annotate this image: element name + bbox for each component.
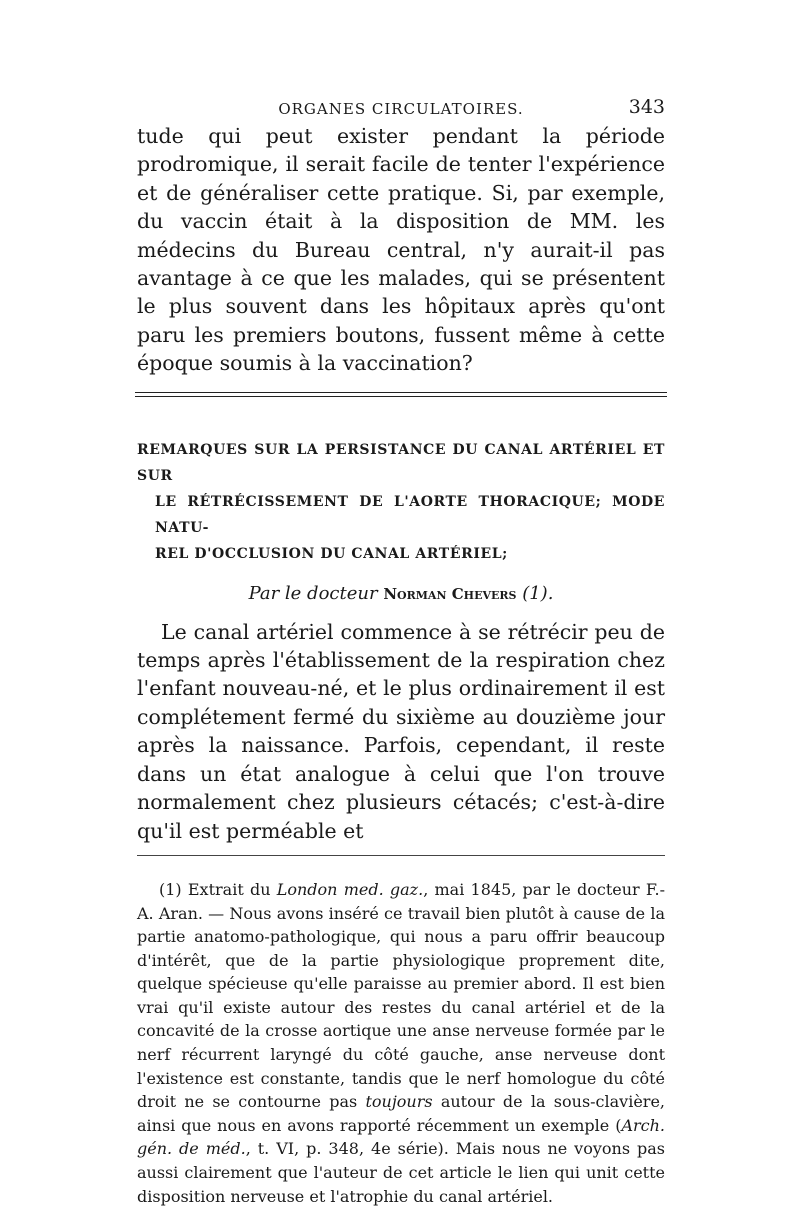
byline [137,583,665,604]
running-title: ORGANES CIRCULATOIRES. [278,100,524,118]
footnote-emphasis: toujours [365,1092,433,1112]
footnote-journal: London med. gaz. [276,879,424,899]
book-page [137,92,665,1224]
article-title-line-3: REL D'OCCLUSION DU CANAL ARTÉRIEL; [155,545,508,562]
article-title [137,437,665,567]
footnote-part-5: autour de la sous-clavière, ainsi que nous en avons rapporté récemment un exemple ( [137,1092,666,1135]
running-head [137,92,665,122]
byline-footnote-ref: (1). [522,582,554,604]
article-title-line-2: LE RÉTRÉCISSEMENT DE L'AORTE THORACIQUE; MODE NATU- [155,493,665,536]
footnote-part-7: , t. VI, p. 348, 4e série). Mais nous ne voyons pas aussi clairement que l'auteur de cet article le lien qui unit cette disposition nerveuse et l'atrophie du canal artériel. [137,1139,665,1206]
byline-author: Norman Chevers [383,584,517,603]
footnote [137,878,665,1208]
byline-prefix: Par le docteur [248,582,378,604]
footnote-rule [137,855,665,856]
article-title-line-1: REMARQUES SUR LA PERSISTANCE DU CANAL ARTÉRIEL ET SUR [137,441,665,484]
main-paragraph: Le canal artériel commence à se rétrécir peu de temps après l'établissement de la respiration chez l'enfant nouveau-né, et le plus ordinairement il est complétement fermé du sixième au douzième jour après la naissance. Parfois, cependant, il reste dans un état analogue à celui que l'on trouve normalement chez plusieurs cétacés; c'est-à-dire qu'il est perméable et [137,619,665,843]
page-number: 343 [628,96,665,118]
section-divider [135,392,667,397]
footnote-part-3: , mai 1845, par le docteur F.-A. Aran. — Nous avons inséré ce travail bien plutôt à cause de la partie anatomo-pathologique, qui nous a paru offrir beaucoup d'intérêt, que de la partie physiologique proprement dite, quelque spécieuse qu'elle paraisse au premier abord. Il est bien vrai qu'il existe autour des restes du canal artériel et de la concavité de la crosse aortique une anse nerveuse formée par le nerf récurrent laryngé du côté gauche, anse nerveuse dont l'existence est constante, tandis que le nerf homologue du côté droit ne se contourne pas [137,879,666,1112]
footnote-part-1: (1) Extrait du [159,879,277,899]
intro-paragraph: tude qui peut exister pendant la période prodromique, il serait facile de tenter l'expérience et de généraliser cette pratique. Si, par exemple, du vaccin était à la disposition de MM. les médecins du Bureau central, n'y aurait-il pas avantage à ce que les malades, qui se présentent le plus souvent dans les hôpitaux après qu'ont paru les premiers boutons, fussent même à cette époque soumis à la vaccination? [137,124,665,376]
footnote-reference: Arch. gén. de méd. [137,1115,665,1159]
